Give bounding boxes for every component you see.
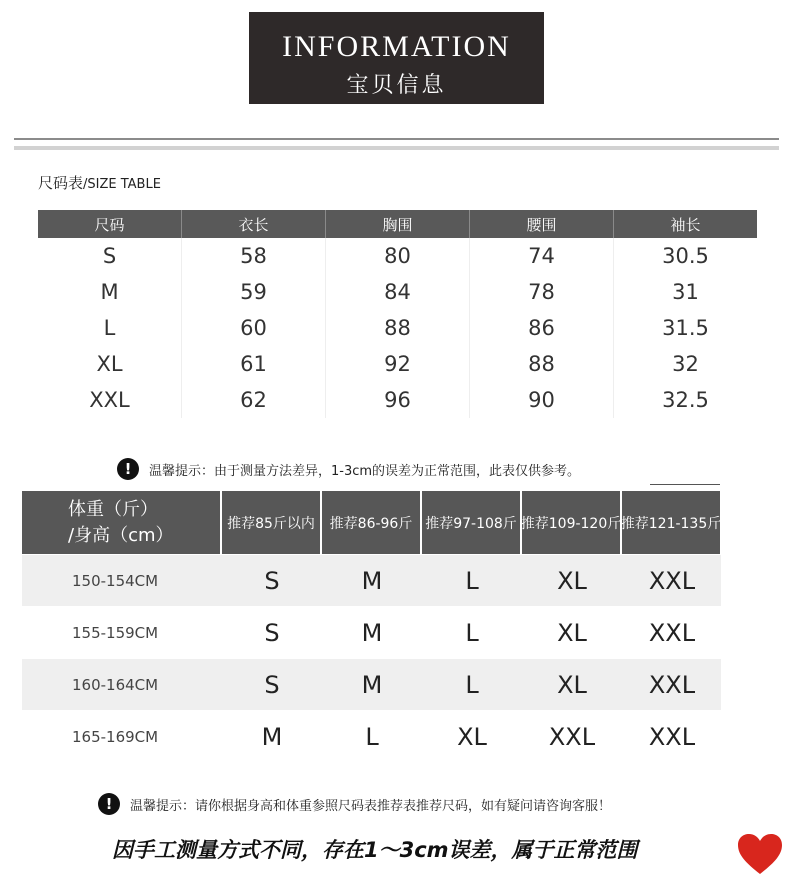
banner-subtitle: 宝贝信息	[346, 73, 447, 98]
table-cell: 88	[528, 352, 555, 376]
header-weight-range: 推荐97-108斤	[422, 491, 520, 554]
table-cell: 74	[528, 244, 555, 268]
size-table-body	[38, 238, 757, 418]
divider-dark	[14, 138, 779, 140]
recommended-size: L	[465, 618, 479, 647]
size-table-title	[38, 172, 161, 193]
column-waist	[470, 238, 614, 418]
table-cell: 92	[384, 352, 411, 376]
recommended-size: L	[465, 670, 479, 699]
exclamation-icon: !	[98, 793, 120, 815]
header-waist: 腰围	[470, 210, 614, 238]
table-cell: 90	[528, 388, 555, 412]
recommended-size: XL	[557, 618, 587, 647]
column-length	[182, 238, 326, 418]
recommended-size: XXL	[648, 670, 696, 699]
table-cell: 88	[384, 316, 411, 340]
table-cell: 30.5	[662, 244, 709, 268]
table-row	[22, 711, 721, 762]
height-range: 155-159CM	[72, 623, 159, 642]
recommended-size: L	[365, 722, 379, 751]
table-cell: 60	[240, 316, 267, 340]
recommended-size: S	[264, 618, 280, 647]
recommended-size: M	[261, 722, 283, 751]
recommended-size: XL	[557, 566, 587, 595]
heart-icon	[736, 832, 784, 876]
table-cell: 86	[528, 316, 555, 340]
header-height-label: /身高（cm）	[68, 524, 174, 546]
table-cell: 61	[240, 352, 267, 376]
measurement-tip	[117, 458, 580, 480]
size-table-header	[38, 210, 757, 238]
recommended-size: XXL	[548, 722, 596, 751]
table-cell: 78	[528, 280, 555, 304]
recommended-size: M	[361, 618, 383, 647]
size-table-title-cn: 尺码表	[38, 174, 84, 192]
height-range: 165-169CM	[72, 727, 159, 746]
recommended-size: S	[264, 670, 280, 699]
table-row	[22, 555, 721, 606]
tip-underline	[650, 484, 720, 485]
header-sleeve: 袖长	[670, 215, 701, 234]
height-range: 150-154CM	[72, 571, 159, 590]
column-size	[38, 238, 182, 418]
recommended-size: XXL	[648, 618, 696, 647]
measurement-note: 因手工测量方式不同，存在1～3cm误差，属于正常范围	[112, 838, 638, 862]
banner-title: INFORMATION	[282, 30, 511, 63]
header-size: 尺码	[38, 210, 182, 238]
recommended-size: L	[465, 566, 479, 595]
recommended-size: S	[264, 566, 280, 595]
table-cell: XL	[96, 352, 123, 376]
column-sleeve	[614, 238, 757, 418]
header-chest: 胸围	[326, 210, 470, 238]
header-length: 衣长	[182, 210, 326, 238]
recommended-size: XL	[557, 670, 587, 699]
table-cell: 58	[240, 244, 267, 268]
measurement-tip-text: 温馨提示：由于测量方法差异，1-3cm的误差为正常范围，此表仅供参考。	[149, 463, 581, 479]
table-cell: 32.5	[662, 388, 709, 412]
table-row	[22, 607, 721, 658]
table-cell: 62	[240, 388, 267, 412]
height-range: 160-164CM	[72, 675, 159, 694]
recommended-size: XXL	[648, 566, 696, 595]
table-cell: S	[102, 244, 117, 268]
table-cell: XXL	[89, 388, 130, 412]
table-cell: L	[103, 316, 116, 340]
table-cell: 84	[384, 280, 411, 304]
divider-light	[14, 146, 779, 150]
exclamation-icon: !	[117, 458, 139, 480]
recommended-size: M	[361, 670, 383, 699]
recommended-size: XL	[457, 722, 487, 751]
table-cell: 32	[672, 352, 699, 376]
header-weight-range: 推荐121-135斤	[622, 491, 720, 554]
recommendation-table	[22, 491, 721, 762]
table-cell: 31.5	[662, 316, 709, 340]
size-advice-tip-text: 温馨提示：请你根据身高和体重参照尺码表推荐表推荐尺码，如有疑问请咨询客服！	[130, 798, 612, 814]
table-row	[22, 659, 721, 710]
header-weight-label: 体重（斤）	[68, 498, 158, 520]
table-cell: 80	[384, 244, 411, 268]
table-cell: 96	[384, 388, 411, 412]
information-banner	[249, 12, 544, 104]
recommended-size: M	[361, 566, 383, 595]
size-table	[38, 210, 757, 418]
recommendation-header	[22, 491, 721, 554]
table-cell: M	[100, 280, 119, 304]
header-weight-range: 推荐85斤以内	[222, 491, 320, 554]
size-table-title-en: /SIZE TABLE	[83, 177, 161, 192]
recommended-size: XXL	[648, 722, 696, 751]
header-weight-range: 推荐86-96斤	[322, 491, 420, 554]
table-cell: 31	[672, 280, 699, 304]
table-cell: 59	[240, 280, 267, 304]
column-chest	[326, 238, 470, 418]
size-advice-tip	[98, 793, 611, 815]
header-weight-height	[22, 491, 220, 554]
header-weight-range: 推荐109-120斤	[522, 491, 620, 554]
